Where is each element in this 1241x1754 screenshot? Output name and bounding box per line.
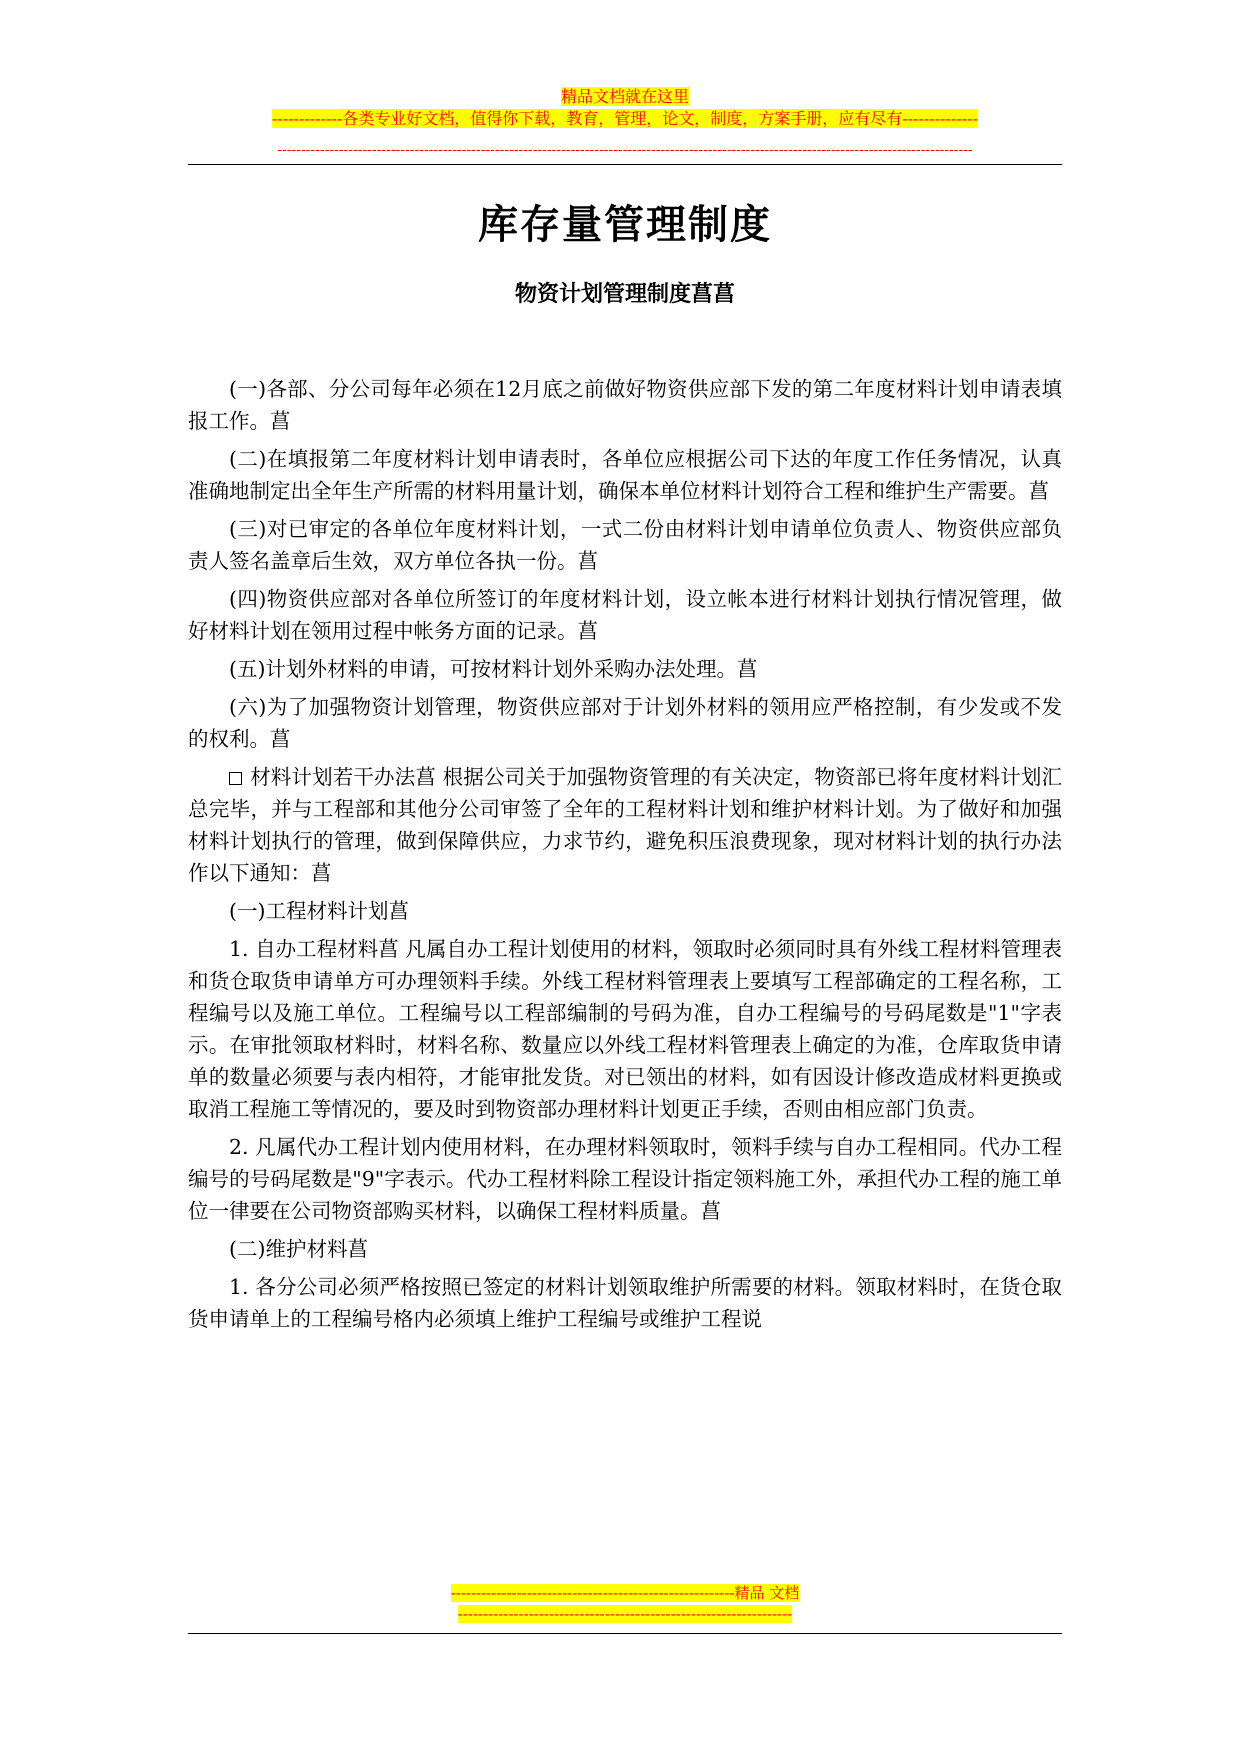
paragraph: (二)在填报第二年度材料计划申请表时，各单位应根据公司下达的年度工作任务情况，认真准确地制定出全年生产所需的材料用量计划，确保本单位材料计划符合工程和维护生产需要。菖 — [188, 447, 1062, 503]
document-subtitle: 物资计划管理制度菖菖 — [514, 281, 735, 307]
paragraph-with-checkbox — [188, 761, 1062, 889]
paragraph: (六)为了加强物资计划管理，物资供应部对于计划外材料的领用应严格控制，有少发或不发的权利。菖 — [188, 695, 1062, 751]
paragraph-text: 材料计划若干办法菖 根据公司关于加强物资管理的有关决定，物资部已将年度材料计划汇总完毕，并与工程部和其他分公司审签了全年的工程材料计划和维护材料计划。为了做好和加强材料计划执行的管理，做到保障供应，力求节约，避免积压浪费现象，现对材料计划的执行办法作以下通知：菖 — [188, 765, 1062, 885]
footer-line2: ------------------------------------------------------------------ — [457, 1605, 793, 1623]
paragraph: 2. 凡属代办工程计划内使用材料，在办理材料领取时，领料手续与自办工程相同。代办工程编号的号码尾数是"9"字表示。代办工程材料除工程设计指定领料施工外，承担代办工程的施工单位一律要在公司物资部购买材料，以确保工程材料质量。菖 — [188, 1135, 1062, 1223]
footer-line1: --------------------------------------------------------精品 文档 — [450, 1584, 800, 1602]
paragraph: 1. 自办工程材料菖 凡属自办工程计划使用的材料，领取时必须同时具有外线工程材料管理表和货仓取货申请单方可办理领料手续。外线工程材料管理表上要填写工程部确定的工程名称，工程编号以及施工单位。工程编号以工程部编制的号码为准，自办工程编号的号码尾数是"1"字表示。在审批领取材料时，材料名称、数量应以外线工程材料管理表上确定的为准，仓库取货申请单的数量必须要与表内相符，才能审批发货。对已领出的材料，如有因设计修改造成材料更换或取消工程施工等情况的，要及时到物资部办理材料计划更正手续，否则由相应部门负责。 — [188, 937, 1062, 1121]
header-tagline: 精品文档就在这里 — [560, 87, 689, 106]
page-header — [188, 86, 1062, 130]
document-page — [188, 86, 1062, 1726]
paragraph: (三)对已审定的各单位年度材料计划，一式二份由材料计划申请单位负责人、物资供应部负责人签名盖章后生效，双方单位各执一份。菖 — [188, 517, 1062, 573]
header-banner: -------------各类专业好文档，值得你下载，教育，管理，论文，制度，方案手册，应有尽有-------------- — [272, 109, 978, 128]
paragraph: 1. 各分公司必须严格按照已签定的材料计划领取维护所需要的材料。领取材料时，在货仓取货申请单上的工程编号格内必须填上维护工程编号或维护工程说 — [188, 1275, 1062, 1331]
document-body — [188, 373, 1062, 1335]
header-divider — [188, 164, 1062, 165]
paragraph: (一)各部、分公司每年必须在12月底之前做好物资供应部下发的第二年度材料计划申请表填报工作。菖 — [188, 377, 1062, 433]
header-dashes: --------------------------------------------------------------------------------------------------------------------------------------------------- — [277, 142, 973, 158]
page-footer — [188, 1583, 1062, 1625]
footer-divider — [188, 1633, 1062, 1634]
paragraph: (五)计划外材料的申请，可按材料计划外采购办法处理。菖 — [229, 657, 758, 681]
paragraph: (二)维护材料菖 — [229, 1237, 368, 1261]
checkbox-icon — [229, 772, 242, 785]
document-title: 库存量管理制度 — [478, 201, 772, 248]
paragraph: (一)工程材料计划菖 — [229, 899, 409, 923]
paragraph: (四)物资供应部对各单位所签订的年度材料计划，设立帐本进行材料计划执行情况管理，做好材料计划在领用过程中帐务方面的记录。菖 — [188, 587, 1062, 643]
